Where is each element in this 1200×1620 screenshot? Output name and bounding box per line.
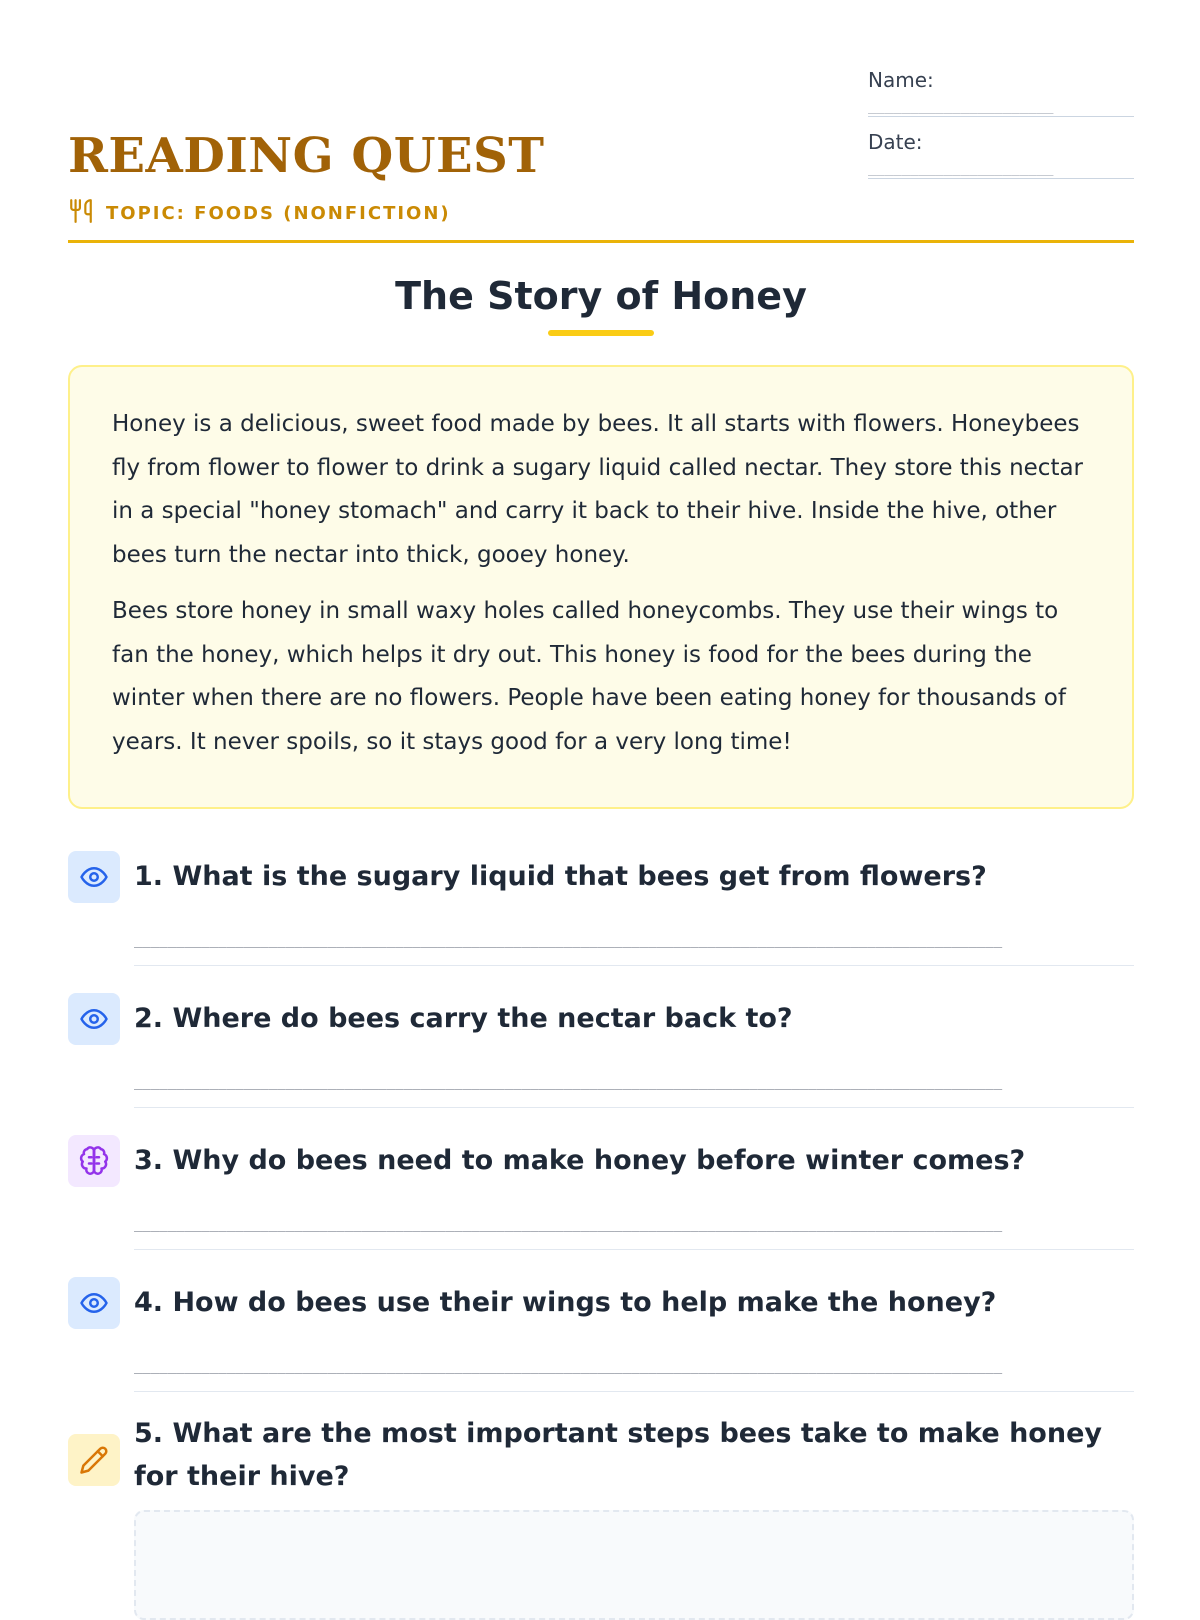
worksheet-page — [68, 0, 1134, 1600]
name-blank[interactable]: ______________________ — [868, 98, 1134, 117]
story-title: The Story of Honey — [395, 274, 807, 318]
brand-title: READING QUEST — [68, 128, 545, 184]
date-blank[interactable]: ______________________ — [868, 160, 1134, 179]
answer-line[interactable]: _______________________________________________________________________________________________________ — [134, 929, 1134, 966]
pencil-icon — [68, 1434, 120, 1486]
passage-paragraph: Bees store honey in small waxy holes called honeycombs. They use their wings to fan the honey, which helps it dry out. This honey is food for the bees during the winter when there are no flowers. People have been eating honey for thousands of years. It never spoils, so it stays good for a very long time! — [112, 598, 1066, 755]
name-label: Name: — [868, 68, 934, 92]
question-text: 5. What are the most important steps bees take to make honey for their hive? — [134, 1418, 1102, 1492]
brain-icon — [68, 1135, 120, 1187]
topic-label: TOPIC: FOODS (NONFICTION) — [106, 202, 451, 224]
question-text: 1. What is the sugary liquid that bees get from flowers? — [134, 861, 987, 892]
answer-box[interactable] — [134, 1510, 1134, 1620]
answer-line[interactable]: _______________________________________________________________________________________________________ — [134, 1355, 1134, 1392]
name-field[interactable] — [868, 68, 1134, 117]
reading-passage — [68, 365, 1134, 809]
eye-icon — [68, 851, 120, 903]
utensils-icon — [68, 198, 94, 229]
date-label: Date: — [868, 130, 923, 154]
eye-icon — [68, 1277, 120, 1329]
header-divider — [68, 240, 1134, 243]
date-field[interactable] — [868, 130, 1134, 179]
topic-line — [68, 200, 451, 226]
title-underline — [548, 330, 654, 336]
eye-icon — [68, 993, 120, 1045]
answer-line[interactable]: _______________________________________________________________________________________________________ — [134, 1213, 1134, 1250]
question-text: 3. Why do bees need to make honey before winter comes? — [134, 1145, 1026, 1176]
passage-paragraph: Honey is a delicious, sweet food made by bees. It all starts with flowers. Honeybees fly from flower to flower to drink a sugary liquid called nectar. They store this nectar in a special "honey stomach" and carry it back to their hive. Inside the hive, other bees turn the nectar into thick, gooey honey. — [112, 411, 1084, 568]
question-text: 2. Where do bees carry the nectar back to? — [134, 1003, 793, 1034]
question-text: 4. How do bees use their wings to help make the honey? — [134, 1287, 997, 1318]
answer-line[interactable]: _______________________________________________________________________________________________________ — [134, 1071, 1134, 1108]
